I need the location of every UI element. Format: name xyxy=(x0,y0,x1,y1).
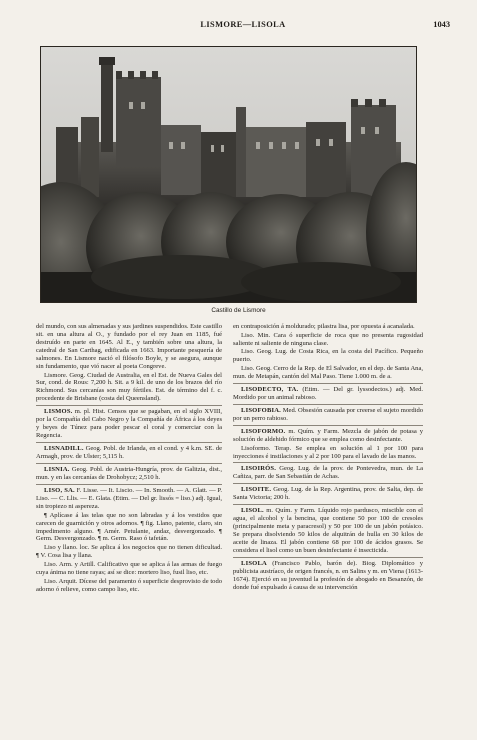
entry-headword: LISOFOBIA. xyxy=(241,406,282,414)
entry-text: Geog. Lug. de la prov. de Pontevedra, mun. de La Cañiza, parr. de San Sebastián de Achas. xyxy=(233,465,423,481)
dictionary-entry xyxy=(233,560,423,592)
entry-text: (Francisco Pablo, barón de). Biog. Diplomático y publicista austríaco, de origen francés, n. en Salins y m. en Viena (1613-1674). Ejerció en su juventud la profesión de abogado en Besanzón, de donde fué expulsado á causa de su intervención xyxy=(233,560,423,591)
dictionary-entry xyxy=(233,445,423,461)
entry-text: Med. Obsesión causada por creerse el sujeto mordido por un perro rabioso. xyxy=(233,406,423,422)
entry-headword: LISOL. xyxy=(241,507,264,515)
left-column xyxy=(36,323,222,594)
dictionary-entry xyxy=(36,445,222,461)
entry-text: Lisoformo. Terap. Se emplea en solución al 1 por 100 para inyecciones é instilaciones y al 2 por 100 para el lavado de las manos. xyxy=(233,444,423,460)
entry-headword: LISOIRÓS. xyxy=(241,465,277,473)
entry-separator xyxy=(233,504,423,505)
entry-separator xyxy=(36,463,222,464)
dictionary-entry xyxy=(233,348,423,364)
dictionary-entry xyxy=(233,465,423,481)
dictionary-entry xyxy=(233,407,423,423)
entry-text: Liso. Arquit. Dícese del paramento ó superficie desprovisto de todo adorno ó relieve, como campo liso, etc. xyxy=(36,577,222,593)
entry-text: Liso y llano. loc. Se aplica á los negocios que no tienen dificultad. ¶ V. Cosa lisa y llana. xyxy=(36,544,222,560)
entry-text: Geog. Lug. de la Rep. Argentina, prov. de Salta, dep. de Santa Victoria; 200 h. xyxy=(233,486,423,502)
entry-separator xyxy=(36,405,222,406)
entry-separator xyxy=(36,442,222,443)
figure-caption: Castillo de Lismore xyxy=(211,307,266,314)
entry-text: Lismore. Geog. Ciudad de Australia, en el Est. de Nueva Gales del Sur, cond. de Rous: 7,200 h. Sit. a 9 kil. de uno de los brazos del río Richmond. Sus cercanías son muy fértiles. Est. de término del f. c. procedente de Brisbane (costa del Queensland). xyxy=(36,371,222,403)
entry-text: m. Quím. y Farm. Líquido rojo pardusco, miscible con el agua, el alcohol y la bencina, que contiene 50 por 100 de cresoles (principalmente meta y paracresol) y 50 por 100 de un jabón potásico. Se prepara disolviendo 50 kilos de alquitrán de hulla en 30 kilos de aceite de linaza. El jabón contiene 68 por 100 de ácidos grasos. Se considera el lisol como un buen desinfectante é insecticida. xyxy=(233,507,423,555)
entry-text: Geog. Pobl. de Irlanda, en el cond. y 4 k.m. SE. de Armagh, prov. de Ulster; 5,115 h. xyxy=(36,445,222,461)
entry-text: Liso. Min. Cara ó superficie de roca que no presenta rugosidad saliente ni saliente de ninguna clase. xyxy=(233,331,423,347)
dictionary-entry xyxy=(36,487,222,511)
castle-photo xyxy=(40,46,417,303)
entry-text: F. Lisse. — It. Liscio. — In. Smooth. — A. Glatt. — P. Liso. — C. Llis. — E. Glata. (Etim. — Del gr. lissós = liso.) adj. Igual, sin tropiezo ni aspereza. xyxy=(36,486,222,510)
entry-text: Geog. Pobl. de Austria-Hungría, prov. de Galitzia, dist., mun. y en las cercanías de Drohobycz; 2,510 h. xyxy=(36,466,222,481)
page-number: 1043 xyxy=(433,20,450,29)
dictionary-entry xyxy=(233,428,423,444)
dictionary-entry xyxy=(36,512,222,544)
entry-separator xyxy=(233,557,423,558)
dictionary-entry xyxy=(36,466,222,482)
entry-separator xyxy=(36,484,222,485)
entry-headword: LISOFORMO. xyxy=(241,427,286,435)
entry-separator xyxy=(233,483,423,484)
entry-text: Liso. Geog. Lug. de Costa Rica, en la costa del Pacífico. Pequeño puerto. xyxy=(233,348,423,364)
entry-headword: LISOITE. xyxy=(241,486,272,494)
dictionary-entry xyxy=(36,372,222,404)
entry-separator xyxy=(233,404,423,405)
dictionary-entry xyxy=(233,386,423,402)
entry-text: ¶ Aplícase á las telas que no son labradas y á los vestidos que carecen de guarnición y otros adornos. ¶ fig. Llano, patente, claro, sin impedimento alguno. ¶ Amér. Petulante, andaz, desvergonzado. ¶ Germ. Desvergonzado. ¶ m. Germ. Raso ó tafetán. xyxy=(36,511,222,543)
entry-headword: LISMOS. xyxy=(44,408,73,416)
right-column xyxy=(233,323,423,593)
entry-separator xyxy=(233,462,423,463)
entry-separator xyxy=(233,425,423,426)
entry-text: en contraposición á moldurado; pilastra lisa, por opuesta á acanalada. xyxy=(233,323,415,330)
entry-headword: LISO, SA. xyxy=(44,486,75,494)
running-head: LISMORE—LISOLA xyxy=(200,20,286,29)
entry-headword: LISODECTO, TA. xyxy=(241,386,299,394)
dictionary-entry xyxy=(233,507,423,555)
dictionary-entry xyxy=(36,544,222,560)
dictionary-entry xyxy=(36,408,222,440)
entry-text: Liso. Geog. Cerro de la Rep. de El Salvador, en el dep. de Santa Ana, mun. de Metapán, cantón del Mal Paso. Tiene 1.000 m. de a. xyxy=(233,365,423,381)
dictionary-entry xyxy=(36,578,222,594)
entry-headword: LISOLA xyxy=(241,560,267,568)
entry-text: del mundo, con sus almenadas y sus jardines suspendidos. Este castillo sit. en una altura al O., y fundado por el rey Juan en 1185, fué destruído en parte en 1645. Al E., y también sobre una altura, la catedral de San Carthag, edificada en 1663. Importante pesquería de salmones. En Lismore nació el filósofo Boyle, y se asegura, aunque sin fundamento, que vió nacer al poeta Congreve. xyxy=(36,323,222,370)
dictionary-entry xyxy=(233,332,423,348)
dictionary-entry xyxy=(233,365,423,381)
dictionary-entry xyxy=(36,561,222,577)
entry-text: m. Quím. y Farm. Mezcla de jabón de potasa y solución de aldehido fórmico que se emplea como desinfectante. xyxy=(233,427,424,443)
entry-text: m. pl. Hist. Censos que se pagaban, en el siglo XVIII, por la Compañía del Cabo Negro y la Compañía de África á los deyes y beyes de Túnez para poder pescar el coral y comerciar con la Regencia. xyxy=(36,408,223,440)
entry-headword: LISNIA. xyxy=(44,466,70,474)
dictionary-entry xyxy=(36,323,222,371)
entry-text: Liso. Arm. y Artill. Calificativo que se aplica á las armas de fuego cuya ánima no tiene rayas; así se dice: mortero liso, fusil liso, etc. xyxy=(36,560,222,576)
entry-separator xyxy=(233,383,423,384)
entry-headword: LISNADILL. xyxy=(44,445,84,453)
page-header xyxy=(36,20,450,32)
dictionary-entry xyxy=(233,486,423,502)
entry-text: (Etim. — Del gr. lyssodectos.) adj. Med. Mordido por un animal rabioso. xyxy=(233,386,424,402)
dictionary-entry xyxy=(233,323,423,331)
